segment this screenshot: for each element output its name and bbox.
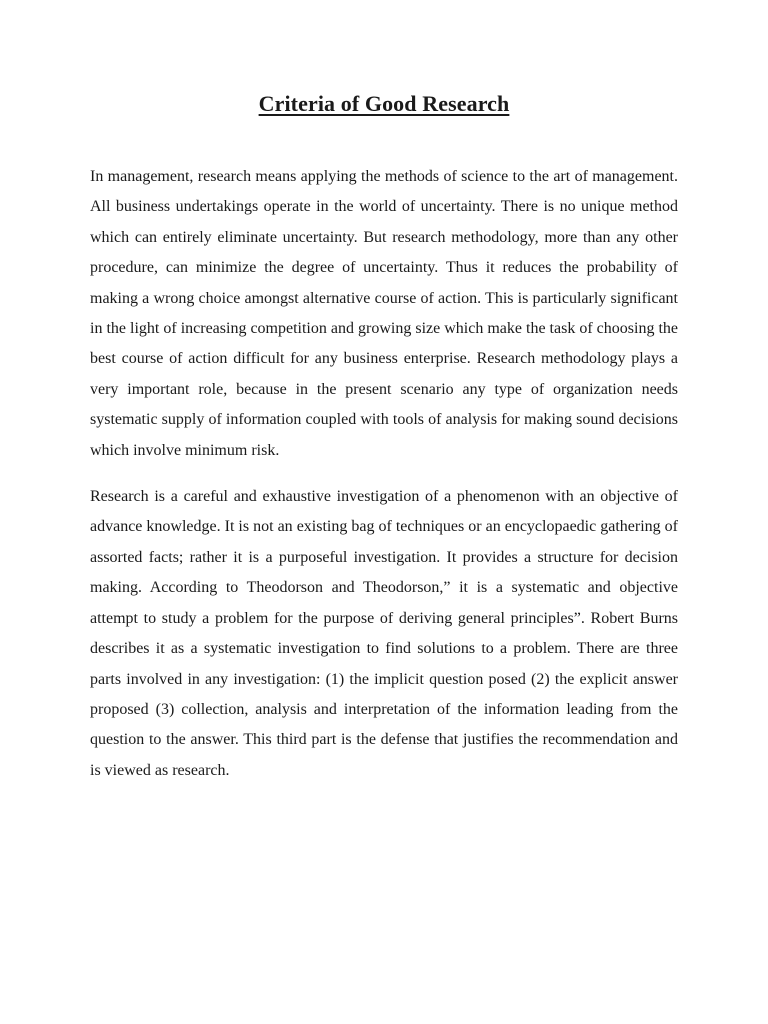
paragraph: Research is a careful and exhaustive investigation of a phenomenon with an objective of advance knowledge. It is not an existing bag of techniques or an encyclopaedic gathering of assorted facts; rather it is a purposeful investigation. It provides a structure for decision making. According to Theodorson and Theodorson,” it is a systematic and objective attempt to study a problem for the purpose of deriving general principles”. Robert Burns describes it as a systematic investigation to find solutions to a problem. There are three parts involved in any investigation: (1) the implicit question posed (2) the explicit answer proposed (3) collection, analysis and interpretation of the information leading from the question to the answer. This third part is the defense that justifies the recommendation and is viewed as research. [90, 488, 678, 779]
paragraph: In management, research means applying the methods of science to the art of management. All business undertakings operate in the world of uncertainty. There is no unique method which can entirely eliminate uncertainty. But research methodology, more than any other procedure, can minimize the degree of uncertainty. Thus it reduces the probability of making a wrong choice amongst alternative course of action. This is particularly significant in the light of increasing competition and growing size which make the task of choosing the best course of action difficult for any business enterprise. Research methodology plays a very important role, because in the present scenario any type of organization needs systematic supply of information coupled with tools of analysis for making sound decisions which involve minimum risk. [90, 168, 678, 459]
document-title: Criteria of Good Research [258, 91, 510, 116]
document-body [90, 162, 678, 802]
